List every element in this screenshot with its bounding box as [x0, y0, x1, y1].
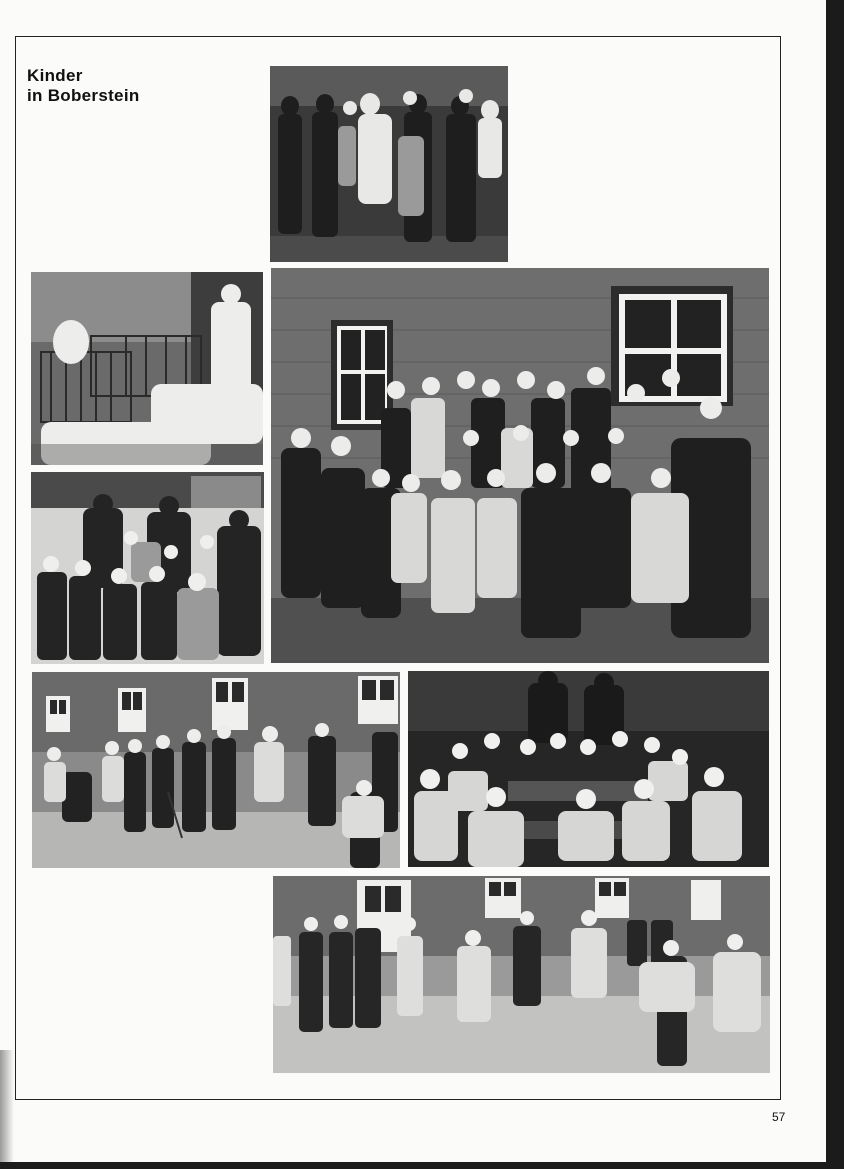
photo-nursery-cribs	[31, 272, 263, 465]
photo-children-in-snow	[31, 472, 264, 664]
photo-children-at-tables	[408, 671, 769, 867]
photo-group-in-front-of-building	[271, 268, 769, 663]
page-number: 57	[772, 1110, 786, 1124]
title-line-2: in Boberstein	[27, 86, 140, 105]
photo-women-with-babies	[270, 66, 508, 262]
page-title	[27, 66, 140, 106]
photo-children-playing-courtyard	[273, 876, 770, 1073]
title-line-1: Kinder	[27, 66, 83, 85]
photo-courtyard-sweeping	[32, 672, 400, 868]
scan-edge-shadow	[0, 1050, 14, 1162]
